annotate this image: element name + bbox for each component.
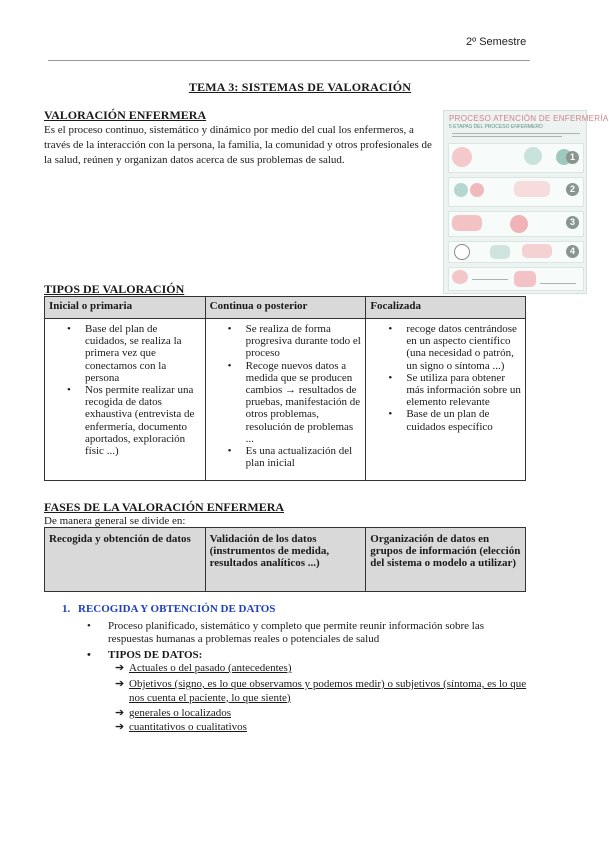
- tipos-header-continua: Continua o posterior: [205, 297, 366, 319]
- header-divider: [48, 60, 530, 61]
- tipo-dato-text: Objetivos (signo, es lo que observamos y podemos medir) o subjetivos (síntoma, es lo que nos cuenta el paciente, lo que siente): [129, 678, 527, 704]
- tipos-heading: TIPOS DE VALORACIÓN: [44, 282, 185, 296]
- list-item: • Base del plan de cuidados, se realiza la primera vez que conectamos con la persona: [49, 323, 201, 384]
- proceso-enfermero-infographic: [443, 110, 609, 294]
- tipos-cell-inicial: [45, 319, 206, 481]
- step-2-icon: 2: [566, 183, 579, 196]
- tipo-dato-item: ➔ Actuales o del pasado (antecedentes): [115, 662, 535, 676]
- tipo-dato-text: Actuales o del pasado (antecedentes): [129, 662, 292, 674]
- recogida-bullet-2-text: TIPOS DE DATOS:: [108, 649, 203, 661]
- fases-lead: De manera general se divide en:: [44, 515, 186, 527]
- tipo-dato-text: cuantitativos o cualitativos: [129, 721, 247, 733]
- list-item: • Recoge nuevos datos a medida que se producen cambios → resultados de pruebas, manifestación de otros problemas, resolución de problemas ...: [210, 360, 362, 445]
- recogida-bullet-1-text: Proceso planificado, sistemático y completo que permite reunir información sobre las respuestas humanas a problemas reales o potenciales de salud: [108, 620, 485, 645]
- tipos-header-inicial: Inicial o primaria: [45, 297, 206, 319]
- semester-label: 2º Semestre: [466, 36, 527, 48]
- list-item: • Es una actualización del plan inicial: [210, 445, 362, 469]
- recogida-heading-text: RECOGIDA Y OBTENCIÓN DE DATOS: [78, 603, 276, 615]
- fases-heading: FASES DE LA VALORACIÓN ENFERMERA: [44, 500, 285, 514]
- tipos-cell-continua: [205, 319, 366, 481]
- tipos-valoracion-table: [44, 296, 526, 481]
- list-item: • Se realiza de forma progresiva durante todo el proceso: [210, 323, 362, 360]
- recogida-bullet-1: • Proceso planificado, sistemático y completo que permite reunir información sobre las respuestas humanas a problemas reales o potenciales de salud: [90, 620, 530, 646]
- valoracion-heading: VALORACIÓN ENFERMERA: [44, 108, 207, 122]
- fase-cell-validacion: Validación de los datos (instrumentos de medida, resultados analíticos ...): [205, 528, 366, 592]
- list-item: • Se utiliza para obtener más información sobre un elemento relevante: [370, 372, 521, 409]
- list-item: • recoge datos centrándose en un aspecto científico (una necesidad o patrón, un signo o síntoma ...): [370, 323, 521, 372]
- recogida-number: 1.: [62, 603, 71, 615]
- fase-cell-organizacion: Organización de datos en grupos de información (elección del sistema o modelo a utilizar): [366, 528, 526, 592]
- step-3-icon: 3: [566, 216, 579, 229]
- tipo-dato-item: ➔ Objetivos (signo, es lo que observamos y podemos medir) o subjetivos (síntoma, es lo que nos cuenta el paciente, lo que siente): [115, 678, 535, 705]
- step-4-icon: 4: [566, 245, 579, 258]
- fases-table: [44, 527, 526, 592]
- tipos-header-focalizada: Focalizada: [366, 297, 526, 319]
- list-item: • Nos permite realizar una recogida de datos exhaustiva (entrevista de enfermería, documento aportados, exploración físic ...): [49, 384, 201, 457]
- tipo-dato-item: ➔ cuantitativos o cualitativos: [115, 721, 535, 735]
- tipo-dato-item: ➔ generales o localizados: [115, 707, 535, 721]
- list-item: • Base de un plan de cuidados específico: [370, 408, 521, 432]
- recogida-bullet-2: • TIPOS DE DATOS:: [90, 649, 530, 662]
- tipo-dato-text: generales o localizados: [129, 707, 232, 719]
- valoracion-paragraph: Es el proceso continuo, sistemático y dinámico por medio del cual los enfermeros, a través de la interacción con la persona, la familia, la comunidad y otros profesionales de la salud, reúnen y organizan datos acerca de sus problemas de salud.: [44, 124, 432, 166]
- step-1-icon: 1: [566, 151, 579, 164]
- tipos-cell-focalizada: [366, 319, 526, 481]
- fase-cell-recogida: Recogida y obtención de datos: [45, 528, 206, 592]
- infographic-title: PROCESO ATENCIÓN DE ENFERMERÍA: [449, 114, 609, 123]
- page-title: TEMA 3: SISTEMAS DE VALORACIÓN: [188, 80, 412, 94]
- infographic-subtitle: 5 ETAPAS DEL PROCESO ENFERMERO: [449, 124, 543, 130]
- recogida-heading: [62, 603, 275, 615]
